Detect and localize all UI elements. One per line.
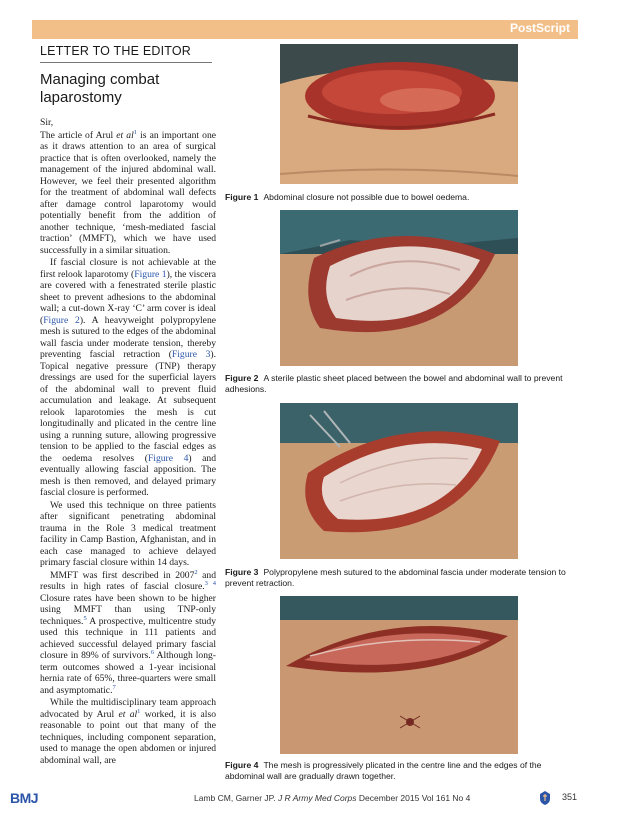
ref-link[interactable]: 1 [137, 707, 141, 715]
ref-link[interactable]: 6 [150, 648, 155, 656]
section-banner [32, 20, 578, 39]
ref-link[interactable]: 5 [83, 614, 87, 622]
article-title: Managing combat laparostomy [40, 71, 160, 106]
citation: Lamb CM, Garner JP. J R Army Med Corps December 2015 Vol 161 No 4 [194, 793, 471, 803]
bmj-logo: BMJ [10, 790, 39, 806]
paragraph-1: The article of Arul et $al^1$ is an important one as it draws attention to an area of surgical practice that is often overlooked, namely the management of the injured abdominal wall. However, we feel their presented algorithm for the treatment of abdominal wall defects after damage control laparotomy would potentially benefit from the addition of another technique, ‘mesh-mediated fascial traction’ (MMFT), which we have used successfully in a similar situation. [40, 128, 216, 256]
figure-2-caption: Figure 2 A sterile plastic sheet placed between the bowel and abdominal wall to prevent adhesions. [225, 373, 563, 394]
figure-1-caption: Figure 1 Abdominal closure not possible due to bowel oedema. [225, 192, 470, 202]
salutation: Sir, [40, 117, 54, 128]
figure-2-image [280, 210, 518, 366]
figure-3-image [280, 403, 518, 559]
figure-3-caption: Figure 3 Polypropylene mesh sutured to the abdominal fascia under moderate tension to prevent retraction. [225, 567, 566, 588]
journal-crest-icon [538, 790, 552, 811]
figure-4-link[interactable]: Figure 4 [147, 452, 189, 464]
figure-4-image [280, 596, 518, 754]
paragraph-3: We used this technique on three patients after significant penetrating abdominal trauma in the Role 3 medical treatment facility in Camp Bastion, Afghanistan, and in each case managed to achieve delayed primary fascial closure within 14 days. [40, 499, 216, 568]
section-divider [40, 62, 212, 63]
ref-link[interactable]: 3 4 [204, 579, 217, 587]
figure-1-link[interactable]: Figure 1 [134, 268, 167, 280]
paragraph-2: If fascial closure is not achievable at the first relook laparotomy (Figure 1), the viscera are covered with a fenestrated sterile plastic sheet to prevent adhesions to the abdominal wall; a cut-down X-ray ‘C’ arm cover is ideal (Figure 2). A heavyweight polypropylene mesh is sutured to the edges of the abdominal wall fascia under moderate tension, thereby preventing fascial retraction (Figure 3). Topical negative pressure (TNP) therapy dressings are used for the superficial layers of the abdominal wall to prevent fluid accumulation and leakage. At subsequent relook laparotomies the mesh is cut longitudinally and plicated in the centre line using a running suture, allowing progressive tension to be applied to the fascial edges as the oedema resolves (Figure 4) and eventually allowing fascial apposition. The mesh is then removed, and delayed primary fascial closure is performed. [40, 257, 217, 498]
section-label: LETTER TO THE EDITOR [40, 44, 192, 58]
paragraph-5: While the multidisciplinary team approach advocated by Arul et $al^1$ worked, it is also reasonable to point out that many of the techniques, including component separation, used to manage the open abdomen or injured abdominal wall, are [40, 697, 217, 766]
figure-2-link[interactable]: Figure 2 [43, 314, 80, 326]
figure-3-link[interactable]: Figure 3 [171, 349, 211, 360]
page-number: 351 [562, 792, 578, 802]
figure-1-image [280, 44, 518, 184]
ref-link[interactable]: 1 [133, 128, 138, 136]
paragraph-4: MMFT was first described in 2007$^2$ and results in high rates of fascial closure.$^{3 4}$ Closure rates have been shown to be higher using MMFT than using TNP-only techniques.$^5$ A prospective, multicentre study used this technique in 111 patients and achieved successful delayed primary fascial closure in 89% of survivors.$^6$ Although long-term outcomes showed a 1-year incisional hernia rate of 65%, three-quarters were small and asymptomatic.$^7$ [40, 568, 217, 696]
ref-link[interactable]: 7 [112, 683, 116, 691]
section-tag: PostScript [509, 21, 570, 35]
article-body [40, 117, 216, 767]
figure-4-caption: Figure 4 The mesh is progressively plicated in the centre line and the edges of the abdominal wall are gradually drawn together. [225, 760, 542, 781]
ref-link[interactable]: 2 [194, 568, 198, 576]
